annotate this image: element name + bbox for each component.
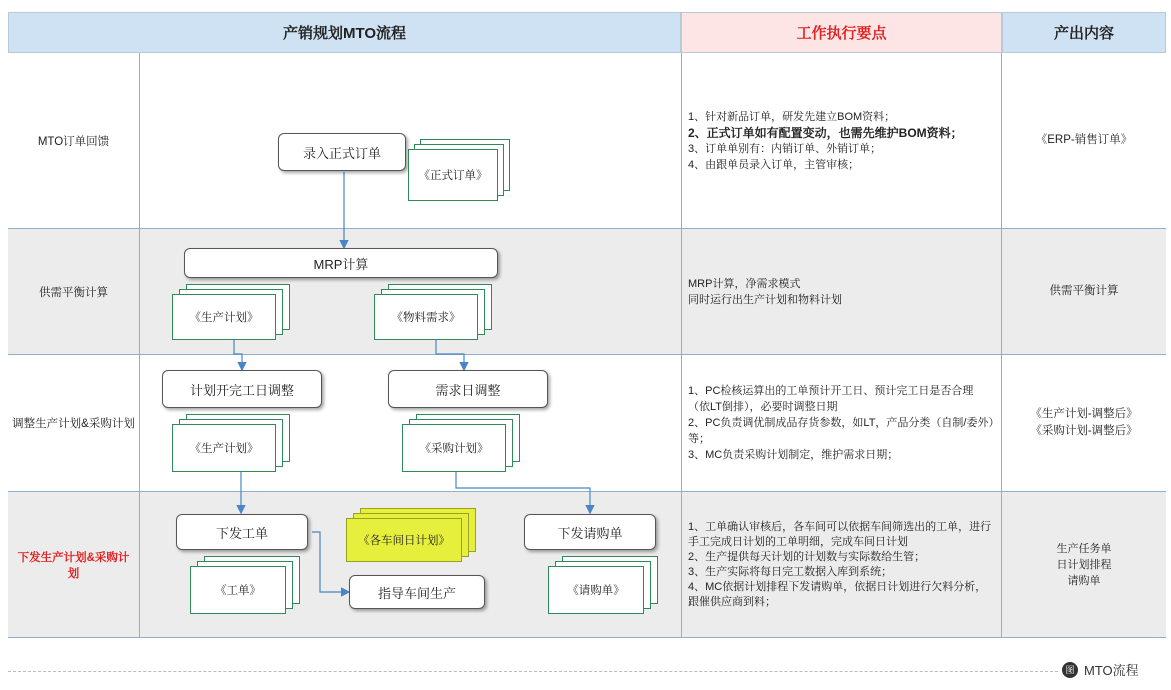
stage-label: 供需平衡计算: [8, 229, 140, 354]
order-document-label: 《正式订单》: [418, 170, 488, 182]
note-line: 2、PC负责调优制成品存货参数，如LT，产品分类（自制/委外）等；: [688, 417, 994, 445]
order-document: [408, 139, 512, 201]
output-item: 日计划排程: [1056, 558, 1112, 571]
note-line: 4、由跟单员录入订单，主管审核；: [688, 158, 860, 171]
note-line: 2、正式订单如有配置变动，也需先维护BOM资料；: [688, 125, 963, 140]
note-line: MRP计算，净需求模式: [688, 277, 801, 290]
output-item: 《ERP-销售订单》: [1035, 134, 1133, 146]
output-item: 供需平衡计算: [1049, 285, 1119, 297]
process-table: [8, 12, 1166, 638]
purchase-plan-label: 《采购计划》: [419, 443, 489, 455]
note-line: 1、工单确认审核后，各车间可以依据车间筛选出的工单，进行手工完成日计划的工单明细，完成车间日计划: [688, 520, 992, 548]
production-plan-label: 《生产计划》: [189, 312, 259, 324]
note-line: 同时运行出生产计划和物料计划: [688, 293, 842, 306]
header-key-points: 工作执行要点: [681, 12, 1002, 53]
mrp-calc-box: MRP计算: [184, 248, 498, 278]
caption-text: MTO流程: [1084, 663, 1139, 678]
footer-divider: [8, 671, 1058, 672]
material-demand-label: 《物料需求》: [391, 312, 461, 324]
key-points-cell: [681, 355, 1002, 491]
stage-label: 下发生产计划&采购计划: [8, 492, 140, 637]
output-item: 生产任务单: [1056, 542, 1112, 555]
production-plan-document: [172, 284, 292, 340]
production-plan-document-2: [172, 414, 292, 472]
header-flow: 产销规划MTO流程: [8, 12, 681, 53]
arrow-purchase-to-pr: [456, 470, 590, 512]
workshop-daily-plan-label: 《各车间日计划》: [358, 535, 450, 547]
output-item: 《采购计划-调整后》: [1030, 425, 1138, 437]
header-output: 产出内容: [1002, 12, 1166, 53]
arrow-wo-to-guide: [312, 532, 348, 592]
stage-label: MTO订单回馈: [8, 53, 140, 228]
purchase-request-document: [548, 556, 660, 614]
output-cell: [1002, 492, 1166, 637]
output-cell: [1002, 355, 1166, 491]
output-item: 《生产计划-调整后》: [1030, 408, 1138, 420]
note-line: 1、针对新品订单，研发先建立BOM资料；: [688, 110, 896, 123]
figure-icon: 图: [1062, 662, 1078, 678]
note-line: 4、MC依据计划排程下发请购单，依据日计划进行欠料分析，跟催供应商到料；: [688, 580, 987, 608]
guide-production-box: 指导车间生产: [349, 575, 485, 609]
note-line: 3、生产实际将每日完工数据入库到系统；: [688, 565, 893, 578]
issue-purchase-request-box: 下发请购单: [524, 514, 656, 550]
key-points-cell: [681, 229, 1002, 354]
note-line: 1、PC检核运算出的工单预计开工日、预计完工日是否合理（依LT倒排），必要时调整日期: [688, 385, 974, 413]
workshop-daily-plan-document: [346, 508, 478, 562]
output-cell: [1002, 229, 1166, 354]
key-points-cell: [681, 492, 1002, 637]
output-cell: [1002, 53, 1166, 228]
adjust-dates-box: 计划开完工日调整: [162, 370, 322, 408]
output-item: 请购单: [1067, 574, 1101, 587]
work-order-label: 《工单》: [215, 585, 261, 597]
note-line: 3、订单单别有：内销订单、外销订单；: [688, 142, 882, 155]
work-order-document: [190, 556, 302, 614]
purchase-request-label: 《请购单》: [567, 585, 625, 597]
material-demand-document: [374, 284, 494, 340]
note-line: 3、MC负责采购计划制定，维护需求日期；: [688, 449, 899, 461]
purchase-plan-document: [402, 414, 522, 472]
enter-order-box: 录入正式订单: [278, 133, 406, 171]
stage-label: 调整生产计划&采购计划: [8, 355, 140, 491]
issue-work-order-box: 下发工单: [176, 514, 308, 550]
key-points-cell: [681, 53, 1002, 228]
note-line: 2、生产提供每天计划的计划数与实际数给生管；: [688, 550, 926, 563]
demand-adjust-box: 需求日调整: [388, 370, 548, 408]
production-plan-label-2: 《生产计划》: [189, 443, 259, 455]
figure-caption: [1062, 660, 1139, 679]
